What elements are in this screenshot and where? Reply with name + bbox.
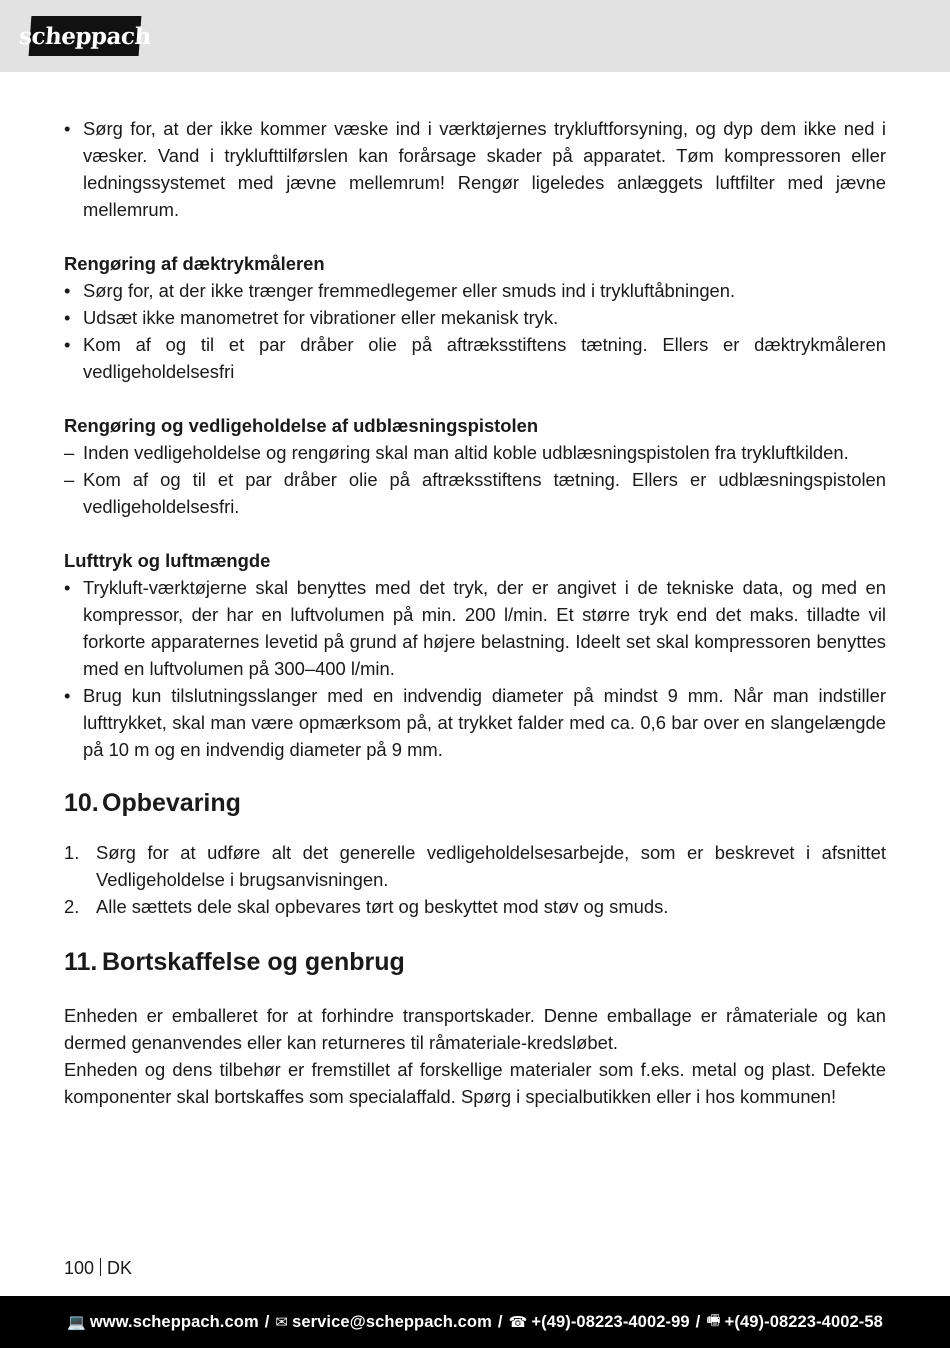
phone-number: +(49)-08223-4002-99: [531, 1312, 690, 1331]
section-title: Opbevaring: [102, 789, 241, 817]
disposal-paragraph: Enheden og dens tilbehør er fremstillet af forskellige materialer som f.eks. metal og plast. Defekte komponenter skal bortskaffes som specialaffald. Spørg i specialbutikken eller i hos kommunen!: [64, 1059, 886, 1107]
page-number-value: 100: [64, 1258, 95, 1278]
dash-marker: –: [64, 469, 75, 490]
header-band: [0, 0, 950, 72]
bullet-text: Sørg for, at der ikke kommer væske ind i værktøjernes trykluftforsyning, og dyp dem ikke ned i væsker. Vand i tryklufttilførslen kan forårsage skader på apparatet. Tøm kompressoren eller ledningssystemet med jævne mellemrum! Rengør ligeledes anlæggets luftfilter med jævne mellemrum.: [83, 118, 886, 220]
separator: /: [264, 1312, 270, 1331]
page-content: [64, 115, 886, 1110]
computer-icon: 💻: [67, 1313, 86, 1331]
bullet-marker: •: [64, 577, 71, 598]
language-code: DK: [107, 1258, 133, 1278]
bullet-item: [64, 304, 886, 331]
subsection-heading-tire-gauge: Rengøring af dæktrykmåleren: [64, 253, 325, 274]
bullet-marker: •: [64, 118, 71, 139]
divider: [100, 1258, 101, 1276]
bullet-text: Brug kun tilslutningsslanger med en indvendig diameter på mindst 9 mm. Når man indstiller lufttrykket, skal man være opmærksom på, at trykket falder med ca. 0,6 bar over en slangelængde på 10 m og en indvendig diameter på 9 mm.: [83, 685, 886, 760]
dash-text: Kom af og til et par dråber olie på aftræksstiftens tætning. Ellers er udblæsningspistolen vedligeholdelsesfri.: [83, 469, 886, 517]
contact-bar: [0, 1296, 950, 1348]
item-number: 2.: [64, 896, 80, 917]
numbered-text: Alle sættets dele skal opbevares tørt og beskyttet mod støv og smuds.: [96, 896, 669, 917]
numbered-item: [64, 839, 886, 893]
bullet-marker: •: [64, 334, 71, 355]
bullet-item: [64, 331, 886, 385]
bullet-item: [64, 277, 886, 304]
section-number: 10.: [64, 789, 99, 817]
item-number: 1.: [64, 842, 80, 863]
bullet-marker: •: [64, 280, 71, 301]
numbered-item: [64, 893, 886, 920]
section-heading-storage: [64, 787, 886, 819]
dash-item: [64, 439, 886, 466]
bullet-text: Sørg for, at der ikke trænger fremmedlegemer eller smuds ind i trykluftåbningen.: [83, 280, 736, 301]
email-link[interactable]: service@scheppach.com: [292, 1312, 492, 1331]
section-title: Bortskaffelse og genbrug: [102, 948, 405, 976]
section-number: 11.: [64, 948, 98, 976]
dash-marker: –: [64, 442, 75, 463]
page-number: [64, 1256, 132, 1280]
fax-icon: 🖷: [706, 1310, 721, 1329]
subsection-heading-air-pressure: Lufttryk og luftmængde: [64, 550, 271, 571]
bullet-item: [64, 574, 886, 682]
bullet-marker: •: [64, 307, 71, 328]
fax-number: +(49)-08223-4002-58: [724, 1312, 883, 1331]
bullet-text: Kom af og til et par dråber olie på aftræksstiftens tætning. Ellers er dæktrykmåleren vedligeholdelsesfri: [83, 334, 886, 382]
scheppach-logo: scheppach: [29, 16, 142, 56]
separator: /: [497, 1312, 503, 1331]
numbered-text: Sørg for at udføre alt det generelle vedligeholdelsesarbejde, som er beskrevet i afsnittet Vedligeholdelse i brugsanvisningen.: [96, 842, 886, 890]
separator: /: [695, 1312, 701, 1331]
bullet-text: Trykluft-værktøjerne skal benyttes med det tryk, der er angivet i de tekniske data, og med en kompressor, der har en luftvolumen på min. 200 l/min. Et større tryk end det maks. tilladte vil forkorte apparaternes levetid på grund af højere belastning. Ideelt set skal kompressoren benyttes med en luftvolumen på 300–400 l/min.: [83, 577, 886, 679]
dash-item: [64, 466, 886, 520]
phone-icon: ☎: [508, 1313, 528, 1331]
dash-text: Inden vedligeholdelse og rengøring skal man altid koble udblæsningspistolen fra trykluftkilden.: [83, 442, 849, 463]
bullet-item: [64, 682, 886, 763]
email-icon: ✉: [275, 1313, 289, 1331]
subsection-heading-blow-gun: Rengøring og vedligeholdelse af udblæsningspistolen: [64, 415, 539, 436]
disposal-paragraph: Enheden er emballeret for at forhindre transportskader. Denne emballage er råmateriale og kan dermed genanvendes eller kan returneres til råmateriale-kredsløbet.: [64, 1005, 886, 1053]
website-link[interactable]: www.scheppach.com: [89, 1312, 259, 1331]
bullet-item: [64, 115, 886, 223]
bullet-text: Udsæt ikke manometret for vibrationer eller mekanisk tryk.: [83, 307, 559, 328]
bullet-marker: •: [64, 685, 71, 706]
section-heading-disposal: [64, 946, 886, 978]
